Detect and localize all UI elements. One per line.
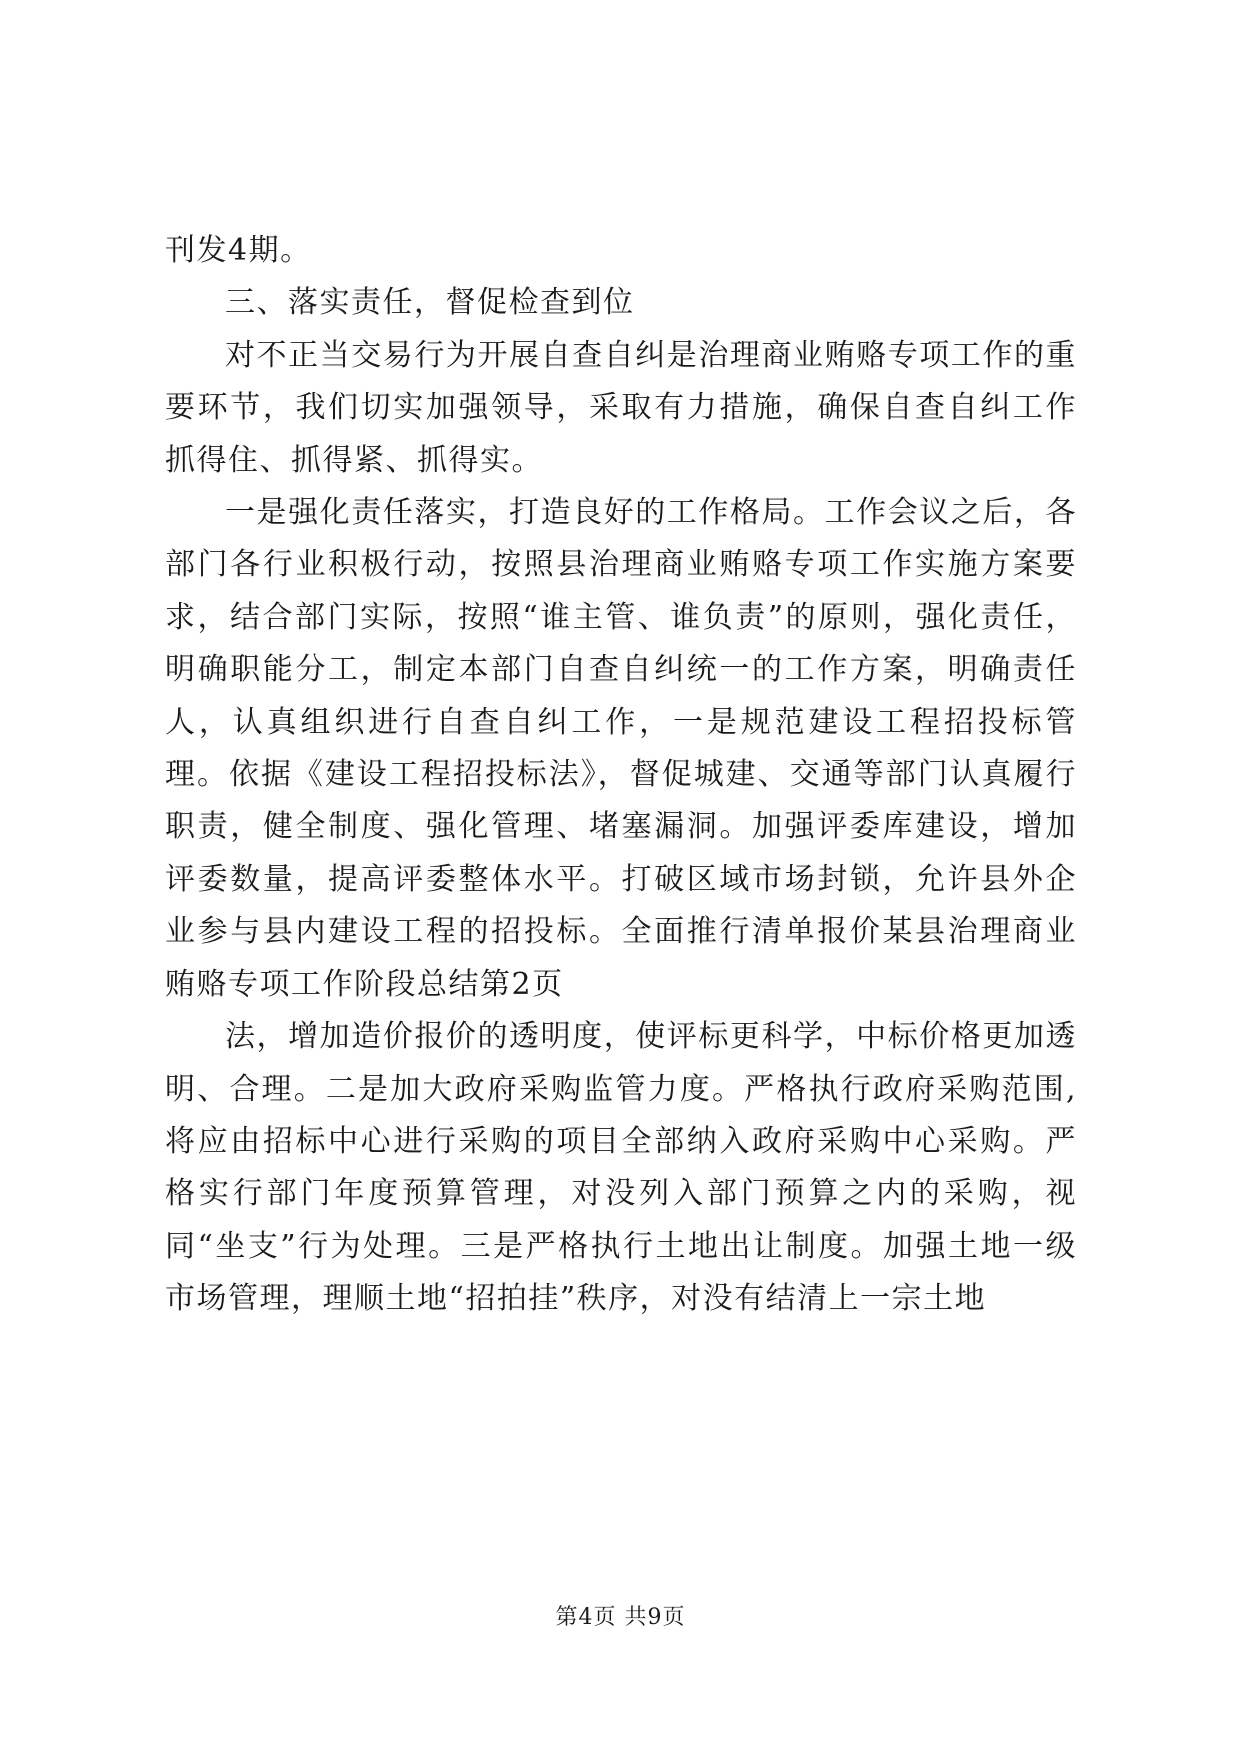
document-body [165, 225, 1077, 1326]
section-heading: 三、落实责任，督促检查到位 [225, 285, 635, 321]
paragraph-procurement: 法，增加造价报价的透明度，使评标更科学，中标价格更加透明、合理。二是加大政府采购监管力度。严格执行政府采购范围,将应由招标中心进行采购的项目全部纳入政府采购中心采购。严格实行部门年度预算管理，对没列入部门预算之内的采购，视同“坐支”行为处理。三是严格执行土地出让制度。加强土地一级市场管理，理顺土地“招拍挂”秩序，对没有结清上一宗土地 [165, 1019, 1077, 1317]
paragraph-intro: 对不正当交易行为开展自查自纠是治理商业贿赂专项工作的重要环节，我们切实加强领导，采取有力措施，确保自查自纠工作抓得住、抓得紧、抓得实。 [165, 337, 1077, 478]
paragraph-continuation: 刊发4期。 [165, 233, 312, 268]
page-footer: 第4页 共9页 [555, 1605, 686, 1630]
paragraph-responsibility: 一是强化责任落实，打造良好的工作格局。工作会议之后，各部门各行业积极行动，按照县治理商业贿赂专项工作实施方案要求，结合部门实际，按照“谁主管、谁负责”的原则，强化责任，明确职能分工，制定本部门自查自纠统一的工作方案，明确责任人，认真组织进行自查自纠工作，一是规范建设工程招投标管理。依据《建设工程招投标法》，督促城建、交通等部门认真履行职责，健全制度、强化管理、堵塞漏洞。加强评委库建设，增加评委数量，提高评委整体水平。打破区域市场封锁，允许县外企业参与县内建设工程的招投标。全面推行清单报价某县治理商业贿赂专项工作阶段总结第2页 [165, 495, 1077, 1002]
